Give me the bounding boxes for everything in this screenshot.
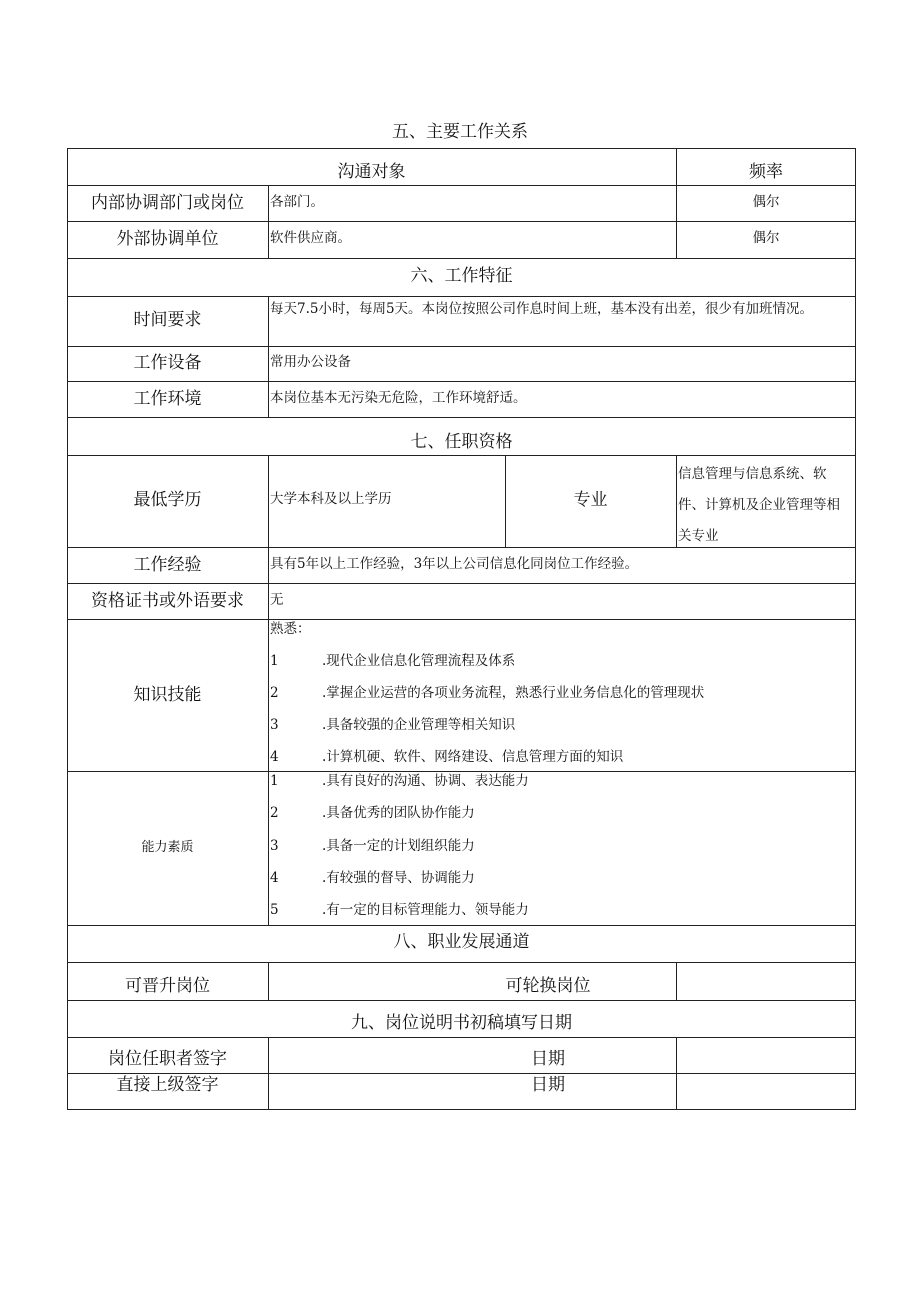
major-label: 专业 bbox=[573, 490, 608, 510]
divider bbox=[67, 455, 856, 456]
holder-date-label: 日期 bbox=[531, 1049, 565, 1069]
divider bbox=[268, 1037, 269, 1110]
time-requirement-label: 时间要求 bbox=[133, 310, 202, 330]
environment-label: 工作环境 bbox=[133, 389, 202, 409]
ability-item-text: .具备优秀的团队协作能力 bbox=[322, 805, 475, 821]
ability-label: 能力素质 bbox=[141, 840, 194, 855]
knowledge-item-number: 2 bbox=[270, 685, 279, 701]
holder-signature-label: 岗位任职者签字 bbox=[108, 1049, 227, 1069]
supervisor-date-label: 日期 bbox=[531, 1075, 565, 1095]
knowledge-label: 知识技能 bbox=[133, 685, 202, 705]
ability-item-number: 3 bbox=[270, 838, 279, 854]
ability-item-number: 4 bbox=[270, 870, 279, 886]
internal-coordination-frequency: 偶尔 bbox=[752, 194, 780, 210]
divider bbox=[268, 296, 269, 417]
divider bbox=[676, 1037, 677, 1110]
rotation-label: 可轮换岗位 bbox=[505, 976, 591, 996]
section6-title: 六、工作特征 bbox=[410, 266, 513, 286]
ability-item-number: 1 bbox=[270, 773, 279, 789]
experience-label: 工作经验 bbox=[133, 555, 202, 575]
divider bbox=[67, 925, 856, 926]
ability-item-number: 2 bbox=[270, 805, 279, 821]
internal-coordination-value: 各部门。 bbox=[270, 194, 324, 210]
knowledge-item-number: 3 bbox=[270, 717, 279, 733]
divider bbox=[676, 455, 677, 547]
job-description-table bbox=[67, 148, 856, 1110]
divider bbox=[67, 962, 856, 963]
certificate-value: 无 bbox=[270, 592, 284, 608]
knowledge-item-text: .计算机硬、软件、网络建设、信息管理方面的知识 bbox=[322, 749, 624, 765]
experience-value: 具有5年以上工作经验，3年以上公司信息化同岗位工作经验。 bbox=[270, 556, 639, 572]
equipment-value: 常用办公设备 bbox=[270, 354, 351, 370]
divider bbox=[67, 583, 856, 584]
ability-item-text: .具备一定的计划组织能力 bbox=[322, 838, 475, 854]
ability-item-text: .有较强的督导、协调能力 bbox=[322, 870, 475, 886]
time-requirement-value: 每天7.5小时，每周5天。本岗位按照公司作息时间上班，基本没有出差，很少有加班情况。 bbox=[270, 301, 814, 317]
section7-title: 七、任职资格 bbox=[410, 432, 513, 452]
external-coordination-label: 外部协调单位 bbox=[116, 229, 219, 249]
supervisor-signature-label: 直接上级签字 bbox=[116, 1075, 219, 1095]
divider bbox=[67, 1000, 856, 1001]
knowledge-item-number: 4 bbox=[270, 749, 279, 765]
divider bbox=[67, 258, 856, 259]
divider bbox=[268, 185, 269, 258]
equipment-label: 工作设备 bbox=[133, 353, 202, 373]
header-communication-object: 沟通对象 bbox=[337, 162, 406, 182]
certificate-label: 资格证书或外语要求 bbox=[91, 591, 244, 611]
divider bbox=[67, 619, 856, 620]
major-value: 信息管理与信息系统、软件、计算机及企业管理等相关专业 bbox=[678, 466, 840, 544]
knowledge-item-text: .具备较强的企业管理等相关知识 bbox=[322, 717, 516, 733]
divider bbox=[67, 1073, 856, 1074]
header-frequency: 频率 bbox=[749, 162, 783, 182]
promotion-label: 可晋升岗位 bbox=[125, 976, 210, 996]
ability-item-text: .具有良好的沟通、协调、表达能力 bbox=[322, 773, 529, 789]
divider bbox=[67, 221, 856, 222]
divider bbox=[268, 455, 269, 925]
divider bbox=[268, 962, 269, 1000]
external-coordination-value: 软件供应商。 bbox=[270, 230, 351, 246]
environment-value: 本岗位基本无污染无危险，工作环境舒适。 bbox=[270, 390, 527, 406]
ability-item-text: .有一定的目标管理能力、领导能力 bbox=[322, 902, 529, 918]
divider bbox=[67, 381, 856, 382]
section9-title: 九、岗位说明书初稿填写日期 bbox=[351, 1013, 572, 1033]
section5-title: 五、主要工作关系 bbox=[392, 122, 528, 142]
divider bbox=[67, 771, 856, 772]
divider bbox=[67, 417, 856, 418]
knowledge-item-number: 1 bbox=[270, 653, 279, 669]
divider bbox=[67, 185, 856, 186]
divider bbox=[676, 962, 677, 1000]
education-value: 大学本科及以上学历 bbox=[270, 491, 392, 507]
knowledge-item-text: .现代企业信息化管理流程及体系 bbox=[322, 653, 516, 669]
section8-title: 八、职业发展通道 bbox=[393, 932, 530, 952]
education-label: 最低学历 bbox=[133, 490, 202, 510]
divider bbox=[67, 346, 856, 347]
ability-item-number: 5 bbox=[270, 902, 279, 918]
divider bbox=[67, 296, 856, 297]
divider bbox=[67, 1037, 856, 1038]
knowledge-item-text: .掌握企业运营的各项业务流程，熟悉行业业务信息化的管理现状 bbox=[322, 685, 705, 701]
internal-coordination-label: 内部协调部门或岗位 bbox=[91, 193, 244, 213]
knowledge-intro: 熟悉： bbox=[270, 621, 311, 637]
external-coordination-frequency: 偶尔 bbox=[752, 230, 780, 246]
